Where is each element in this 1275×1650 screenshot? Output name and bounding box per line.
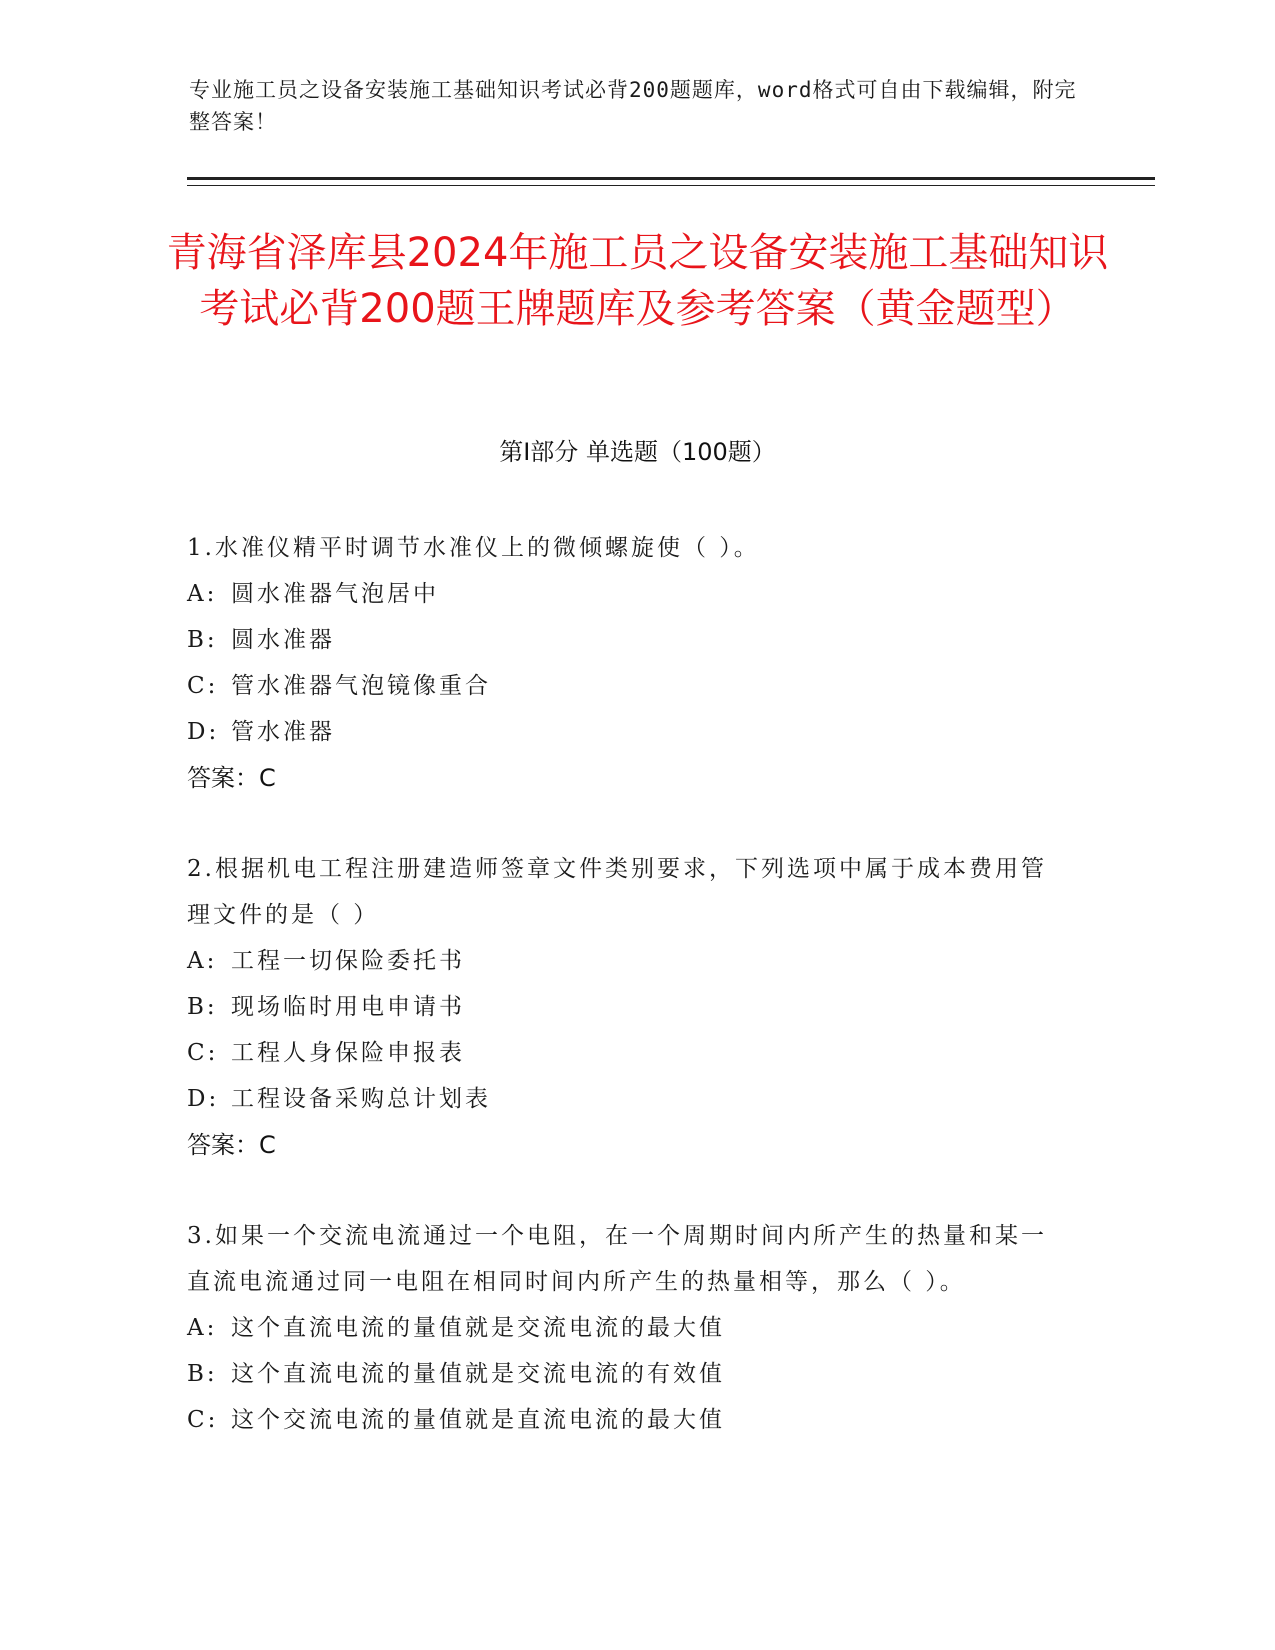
- option-text: 管水准器气泡镜像重合: [231, 673, 491, 699]
- option-c: [187, 1030, 1067, 1076]
- option-c: [187, 663, 1067, 709]
- option-key: C:: [187, 673, 219, 699]
- section-heading: 第Ⅰ部分 单选题（100题）: [499, 438, 776, 466]
- option-text: 管水准器: [231, 719, 335, 745]
- option-key: A:: [187, 948, 218, 974]
- option-b: [187, 1351, 1067, 1397]
- option-b: [187, 617, 1067, 663]
- answer-line: 答案：C: [187, 1131, 276, 1159]
- option-a: [187, 938, 1067, 984]
- option-text: 这个直流电流的量值就是交流电流的有效值: [231, 1361, 725, 1387]
- header-divider-thin: [187, 185, 1155, 186]
- option-a: [187, 571, 1067, 617]
- option-key: A:: [187, 1315, 218, 1341]
- option-a: [187, 1305, 1067, 1351]
- option-d: [187, 1076, 1067, 1122]
- option-key: D:: [187, 1086, 220, 1112]
- option-text: 圆水准器: [231, 627, 335, 653]
- question-3: [187, 1213, 1067, 1443]
- option-d: [187, 709, 1067, 755]
- option-key: B:: [187, 627, 218, 653]
- header-divider-thick: [187, 177, 1155, 180]
- document-title: 青海省泽库县2024年施工员之设备安装施工基础知识考试必背200题王牌题库及参考答案（黄金题型）: [166, 230, 1109, 332]
- option-text: 这个交流电流的量值就是直流电流的最大值: [231, 1407, 725, 1433]
- question-2: [187, 846, 1067, 1168]
- answer-line: 答案：C: [187, 764, 276, 792]
- option-key: C:: [187, 1040, 219, 1066]
- option-c: [187, 1397, 1067, 1443]
- option-key: D:: [187, 719, 220, 745]
- option-b: [187, 984, 1067, 1030]
- option-key: B:: [187, 1361, 218, 1387]
- option-key: B:: [187, 994, 218, 1020]
- option-text: 圆水准器气泡居中: [231, 581, 439, 607]
- option-text: 工程一切保险委托书: [231, 948, 465, 974]
- question-stem: 1.水准仪精平时调节水准仪上的微倾螺旋使（ ）。: [187, 535, 760, 561]
- question-stem: 3.如果一个交流电流通过一个电阻，在一个周期时间内所产生的热量和某一直流电流通过同一电阻在相同时间内所产生的热量相等，那么（ ）。: [187, 1223, 1047, 1295]
- question-1: [187, 525, 1067, 801]
- option-text: 这个直流电流的量值就是交流电流的最大值: [231, 1315, 725, 1341]
- question-stem: 2.根据机电工程注册建造师签章文件类别要求，下列选项中属于成本费用管理文件的是（ ）: [187, 856, 1047, 928]
- option-text: 工程设备采购总计划表: [231, 1086, 491, 1112]
- option-text: 现场临时用电申请书: [231, 994, 465, 1020]
- option-key: C:: [187, 1407, 219, 1433]
- option-key: A:: [187, 581, 218, 607]
- question-list: [187, 525, 1067, 1488]
- document-header-note: 专业施工员之设备安装施工基础知识考试必背200题题库，word格式可自由下载编辑，附完整答案！: [189, 78, 1077, 134]
- option-text: 工程人身保险申报表: [231, 1040, 465, 1066]
